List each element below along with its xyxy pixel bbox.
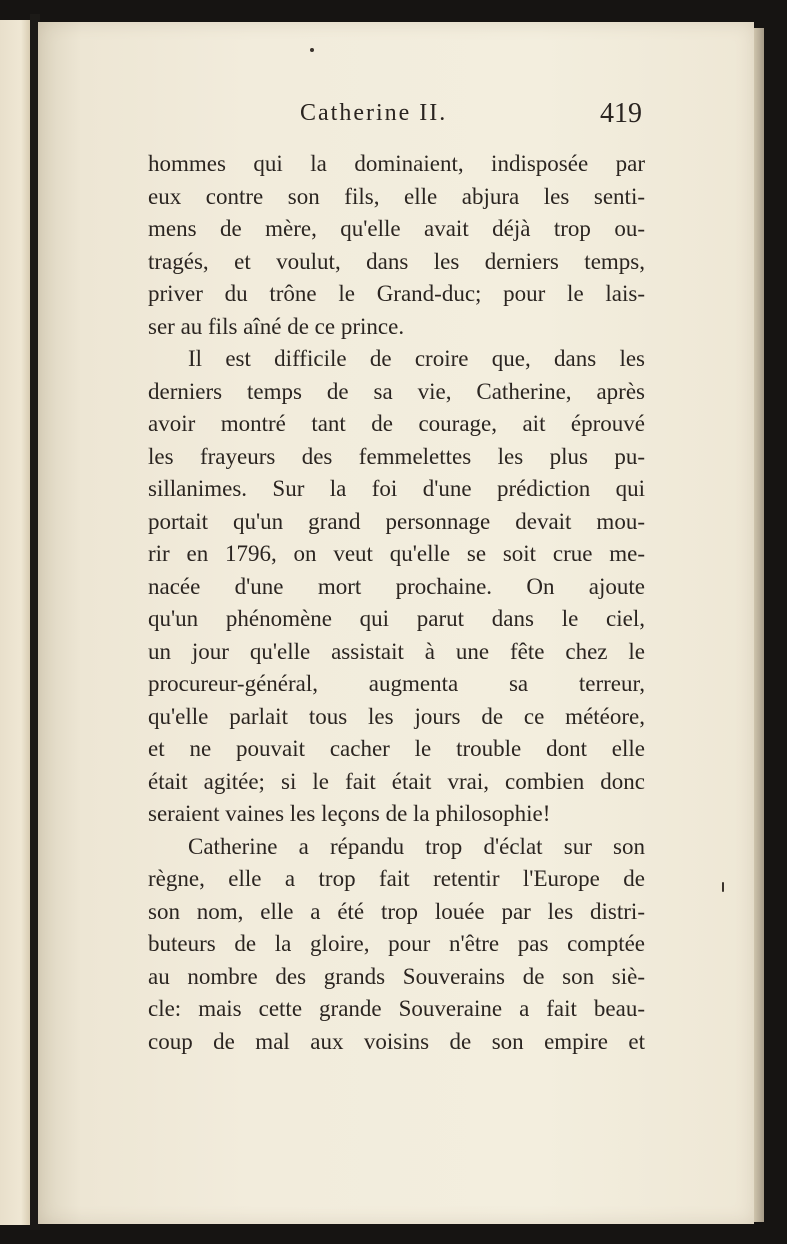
text-line: qu'un phénomène qui parut dans le ciel, [148, 606, 645, 631]
text-line: Il est difficile de croire que, dans les [188, 346, 645, 371]
text-line: cle: mais cette grande Souveraine a fait beau- [148, 996, 645, 1021]
body-text [148, 148, 645, 1058]
text-line: priver du trône le Grand-duc; pour le lais- [148, 281, 645, 306]
text-line: derniers temps de sa vie, Catherine, après [148, 378, 645, 404]
text-line: était agitée; si le fait était vrai, combien donc [148, 768, 645, 794]
text-line: rir en 1796, on veut qu'elle se soit crue me- [148, 541, 645, 566]
text-line: portait qu'un grand personnage devait mou- [148, 508, 645, 534]
page-edge-shadow [754, 28, 764, 1222]
text-line: seraient vaines les leçons de la philosophie! [148, 801, 551, 826]
text-line: Catherine a répandu trop d'éclat sur son [188, 833, 645, 859]
ink-speck [722, 882, 724, 892]
text-line: son nom, elle a été trop louée par les distri- [148, 898, 645, 924]
text-line: hommes qui la dominaient, indisposée par [148, 151, 645, 176]
text-line: eux contre son fils, elle abjura les senti- [148, 183, 645, 209]
text-line: procureur-général, augmenta sa terreur, [148, 671, 645, 696]
text-line: tragés, et voulut, dans les derniers temps, [148, 248, 645, 274]
text-line: ser au fils aîné de ce prince. [148, 313, 405, 339]
text-line: buteurs de la gloire, pour n'être pas comptée [148, 931, 645, 956]
text-line: coup de mal aux voisins de son empire et [148, 1028, 645, 1054]
text-line: nacée d'une mort prochaine. On ajoute [148, 573, 645, 599]
text-line: qu'elle parlait tous les jours de ce météore, [148, 703, 645, 729]
text-line: mens de mère, qu'elle avait déjà trop ou- [148, 216, 645, 241]
previous-page-edge [0, 20, 30, 1225]
running-head: Catherine II. [300, 100, 448, 126]
text-line: et ne pouvait cacher le trouble dont elle [148, 736, 645, 761]
text-line: au nombre des grands Souverains de son siè- [148, 963, 645, 989]
text-line: les frayeurs des femmelettes les plus pu- [148, 443, 645, 469]
page-number: 419 [600, 98, 642, 129]
text-line: sillanimes. Sur la foi d'une prédiction qui [148, 476, 645, 501]
text-line: un jour qu'elle assistait à une fête chez le [148, 638, 645, 664]
text-line: avoir montré tant de courage, ait éprouvé [148, 411, 645, 436]
ink-speck [310, 48, 314, 52]
text-line: règne, elle a trop fait retentir l'Europe de [148, 866, 645, 891]
